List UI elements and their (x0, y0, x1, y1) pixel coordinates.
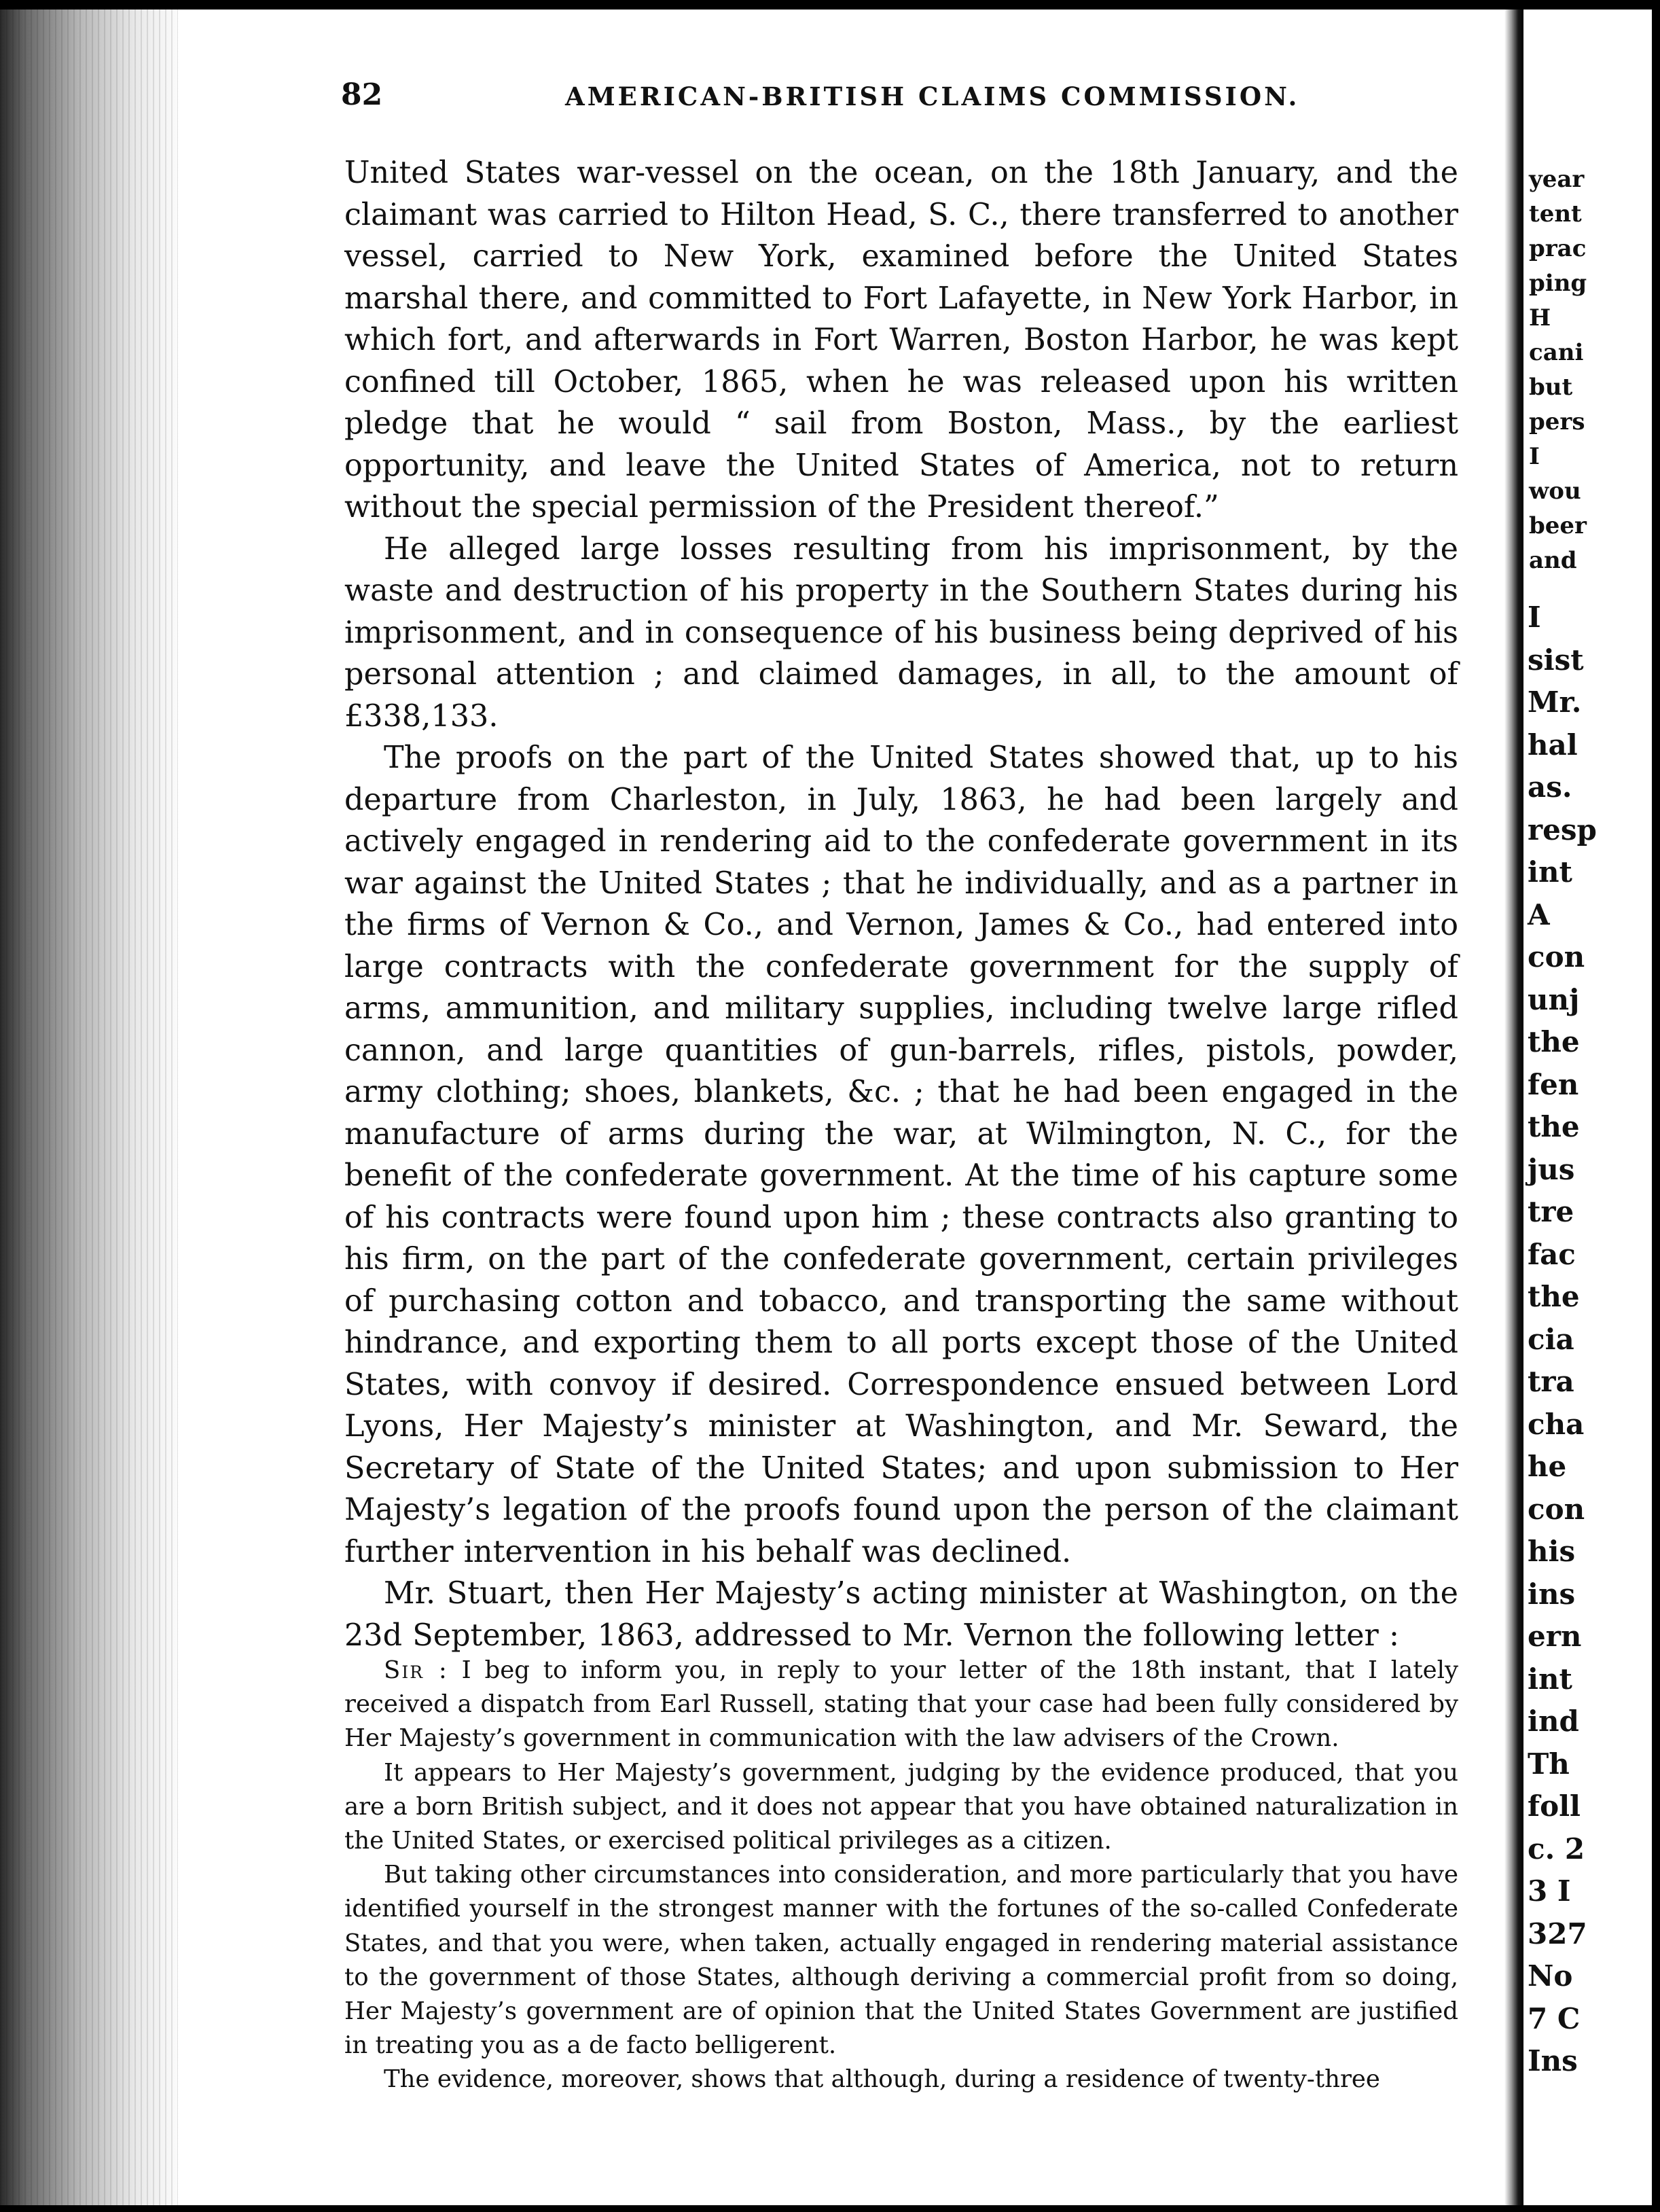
scan-border-top (0, 0, 1660, 10)
facing-page-line: his (1528, 1535, 1576, 1568)
letter-paragraph: It appears to Her Majesty’s government, judging by the evidence produced, that you are a born British subject, and it does not appear that you have obtained naturalization in the United States, or exercised political privileges as a citizen. (344, 1758, 1458, 1855)
facing-page-line: tre (1528, 1195, 1574, 1228)
letter-first-paragraph: I beg to inform you, in reply to your letter of the 18th instant, that I lately received a dispatch from Earl Russell, stating that your case had been fully considered by Her Majesty’s government in communication with the law advisers of the Crown. (344, 1656, 1459, 1753)
facing-page-line: the (1528, 1025, 1580, 1058)
facing-page-line: year (1529, 166, 1585, 193)
facing-page-line: fac (1528, 1237, 1576, 1271)
facing-page-line: cia (1528, 1322, 1574, 1356)
facing-page-line: 327 (1528, 1916, 1587, 1950)
facing-page-line: unj (1528, 982, 1580, 1016)
facing-page-line: wou (1529, 478, 1581, 505)
facing-page-fragment (1523, 10, 1652, 2205)
page-number: 82 (341, 77, 383, 112)
letter-paragraph (344, 1654, 1458, 1756)
body-paragraph: Mr. Stuart, then Her Majesty’s acting minister at Washington, on the 23d September, 1863, addressed to Mr. Vernon the following letter : (344, 1576, 1458, 1653)
facing-page-line: the (1528, 1280, 1580, 1313)
facing-page-line: prac (1529, 235, 1587, 262)
facing-page-line: the (1528, 1110, 1580, 1143)
running-title: AMERICAN-BRITISH CLAIMS COMMISSION. (565, 82, 1300, 111)
scan-border-right (1652, 0, 1660, 2212)
facing-page-line: tent (1529, 200, 1582, 228)
body-text (344, 152, 1458, 1656)
facing-page-line: tra (1528, 1365, 1574, 1398)
facing-page-line: he (1528, 1450, 1567, 1483)
running-head (341, 77, 1482, 125)
facing-page-line: foll (1528, 1789, 1581, 1823)
facing-page-line: con (1528, 1492, 1585, 1526)
facing-page-line: Th (1528, 1747, 1570, 1781)
body-paragraph: The proofs on the part of the United States showed that, up to his departure from Charleston, in July, 1863, he had been largely and actively engaged in rendering aid to the confederate government in its war against the United States ; that he individually, and as a partner in the firms of Vernon & Co., and Vernon, James & Co., had entered into large contracts with the confederate government for the supply of arms, ammunition, and military supplies, including twelve large rifled cannon, and large quantities of gun-barrels, rifles, pistols, powder, army clothing; shoes, blankets, &c. ; that he had been engaged in the manufacture of arms during the war, at Wilmington, N. C., for the benefit of the confederate government. At the time of his capture some of his contracts were found upon him ; these contracts also granting to his firm, on the part of the confederate government, certain privileges of purchasing cotton and tobacco, and transporting the same without hindrance, and exporting them to all ports except those of the United States, with convoy if desired. Correspondence ensued between Lord Lyons, Her Majesty’s minister at Washington, and Mr. Seward, the Secretary of State of the United States; and upon submission to Her Majesty’s legation of the proofs found upon the person of the claimant further intervention in his behalf was declined. (344, 741, 1458, 1569)
facing-page-line: hal (1528, 728, 1578, 762)
facing-page-line: H (1529, 304, 1551, 332)
letter-paragraph: The evidence, moreover, shows that although, during a residence of twenty-three (384, 2065, 1380, 2094)
facing-page-line: I (1529, 443, 1540, 470)
facing-page-line: but (1529, 374, 1573, 401)
facing-page-line: I (1528, 601, 1541, 634)
facing-page-line: 3 I (1528, 1874, 1571, 1908)
facing-page-line: fen (1528, 1067, 1579, 1101)
facing-page-line: jus (1528, 1152, 1575, 1186)
facing-page-line: ern (1528, 1620, 1582, 1653)
book-page (178, 10, 1504, 2205)
facing-page-line: int (1528, 855, 1572, 889)
body-paragraph: He alleged large losses resulting from his imprisonment, by the waste and destruction of his property in the Southern States during his imprisonment, and in consequence of his business being deprived of his personal attention ; and claimed damages, in all, to the amount of £338,133. (344, 531, 1458, 734)
page-stack-edges (0, 0, 178, 2212)
facing-page-line: sist (1528, 643, 1584, 677)
facing-page-line: int (1528, 1662, 1572, 1696)
scan-border-bottom (0, 2205, 1660, 2212)
facing-page-line: pers (1529, 408, 1585, 435)
body-paragraph: United States war-vessel on the ocean, on the 18th January, and the claimant was carried to Hilton Head, S. C., there transferred to another vessel, carried to New York, examined before the United States marshal there, and committed to Fort Lafayette, in New York Harbor, in which fort, and afterwards in Fort Warren, Boston Harbor, he was kept confined till October, 1865, when he was released upon his written pledge that he would “ sail from Boston, Mass., by the earliest opportunity, and leave the United States of America, not to return without the special permission of the President thereof.” (344, 156, 1458, 524)
facing-page-line: and (1529, 547, 1577, 574)
facing-page-line: beer (1529, 512, 1587, 539)
facing-page-line: c. 2 (1528, 1832, 1585, 1866)
facing-page-line: ins (1528, 1577, 1576, 1611)
facing-page-line: Mr. (1528, 685, 1582, 719)
facing-page-line: Ins (1528, 2044, 1578, 2077)
facing-page-line: ind (1528, 1705, 1579, 1738)
facing-page-line: con (1528, 940, 1585, 974)
facing-page-line: cha (1528, 1407, 1585, 1441)
facing-page-line: No (1528, 1959, 1573, 1993)
facing-page-line: 7 C (1528, 2001, 1581, 2035)
facing-page-line: A (1528, 897, 1550, 931)
facing-page-line: cani (1529, 339, 1584, 366)
letter-paragraph: But taking other circumstances into consideration, and more particularly that you have identified yourself in the strongest manner with the fortunes of the so-called Confederate States, and that you were, when taken, actually engaged in rendering material assistance to the government of those States, although deriving a commercial profit from so doing, Her Majesty’s government are of opinion that the United States Government are justified in treating you as a de facto belligerent. (344, 1861, 1458, 2060)
book-spine-shadow (1504, 0, 1523, 2212)
facing-page-line: as. (1528, 770, 1572, 804)
facing-page-line: ping (1529, 270, 1587, 297)
letter-salutation: Sir : (384, 1656, 448, 1684)
facing-page-line: resp (1528, 813, 1597, 846)
quoted-letter (344, 1654, 1458, 2097)
